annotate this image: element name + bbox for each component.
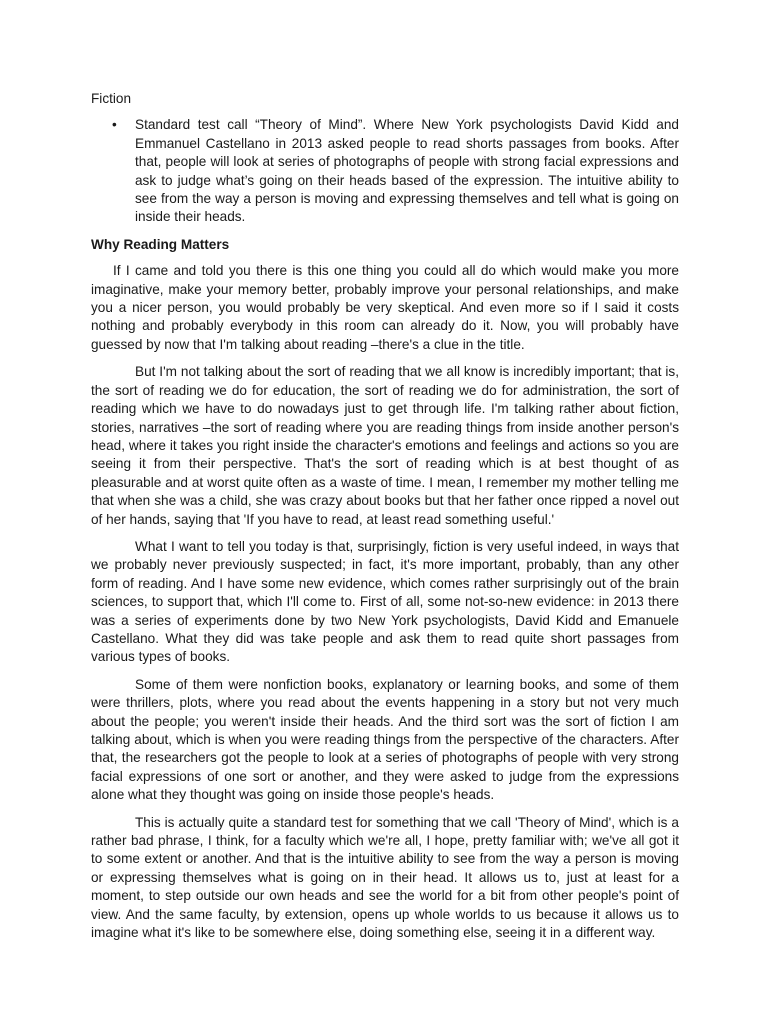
bullet-text: Standard test call “Theory of Mind”. Where New York psychologists David Kidd and Emmanuel Castellano in 2013 asked people to read shorts passages from books. After that, people will look at series of photographs of people with strong facial expressions and ask to judge what’s going on their heads based of the expression. The intuitive ability to see from the way a person is moving and expressing themselves and tell what is going on inside their heads. [135, 117, 679, 225]
paragraph-2: But I'm not talking about the sort of reading that we all know is incredibly important; that is, the sort of reading we do for education, the sort of reading we do for administration, the sort of reading which we have to do nowadays just to get through life. I'm talking rather about fiction, stories, narratives –the sort of reading where you are reading things from inside another person's head, where it takes you right inside the character's emotions and feelings and actions so you are seeing it from their perspective. That's the sort of reading which is at best thought of as pleasurable and at worst quite often as a waste of time. I mean, I remember my mother telling me that when she was a child, she was crazy about books but that her father once ripped a novel out of her hands, saying that 'If you have to read, at least read something useful.' [91, 364, 679, 527]
subheading: Why Reading Matters [91, 236, 230, 252]
bullet-icon: • [112, 117, 117, 133]
paragraph-3: What I want to tell you today is that, surprisingly, fiction is very useful indeed, in ways that we probably never previously suspected; in fact, it's more important, probably, than any other form of reading. And I have some new evidence, which comes rather surprisingly out of the brain sciences, to support that, which I'll come to. First of all, some not-so-new evidence: in 2013 there was a series of experiments done by two New York psychologists, David Kidd and Emanuele Castellano. What they did was take people and ask them to read quite short passages from various types of books. [91, 538, 679, 665]
paragraph-4: Some of them were nonfiction books, explanatory or learning books, and some of them were thrillers, plots, where you read about the events happening in a story but not very much about the people; you weren't inside their heads. And the third sort was the sort of fiction I am talking about, which is when you were reading things from the perspective of the characters. After that, the researchers got the people to look at a series of photographs of people with very strong facial expressions of one sort or another, and they were asked to judge from the expressions alone what they thought was going on inside those people's heads. [91, 676, 679, 803]
section-title: Fiction [91, 91, 132, 106]
bullet-item [91, 116, 679, 226]
paragraph-1: If I came and told you there is this one thing you could all do which would make you more imaginative, make your memory better, probably improve your personal relationships, and make you a nicer person, you would probably be very skeptical. And even more so if I said it costs nothing and probably everybody in this room can already do it. Now, you will probably have guessed by now that I'm talking about reading –there's a clue in the title. [91, 263, 679, 352]
bullet-list [91, 116, 679, 226]
paragraph-5: This is actually quite a standard test for something that we call 'Theory of Mind', which is a rather bad phrase, I think, for a faculty which we're all, I hope, pretty familiar with; we've all got it to some extent or another. And that is the intuitive ability to see from the way a person is moving or expressing themselves what is going on in their head. It allows us to, just at least for a moment, to step outside our own heads and see the world for a bit from other people's point of view. And the same faculty, by extension, opens up whole worlds to us because it allows us to imagine what it's like to be somewhere else, doing something else, seeing it in a different way. [91, 814, 679, 941]
document-page [91, 90, 679, 951]
